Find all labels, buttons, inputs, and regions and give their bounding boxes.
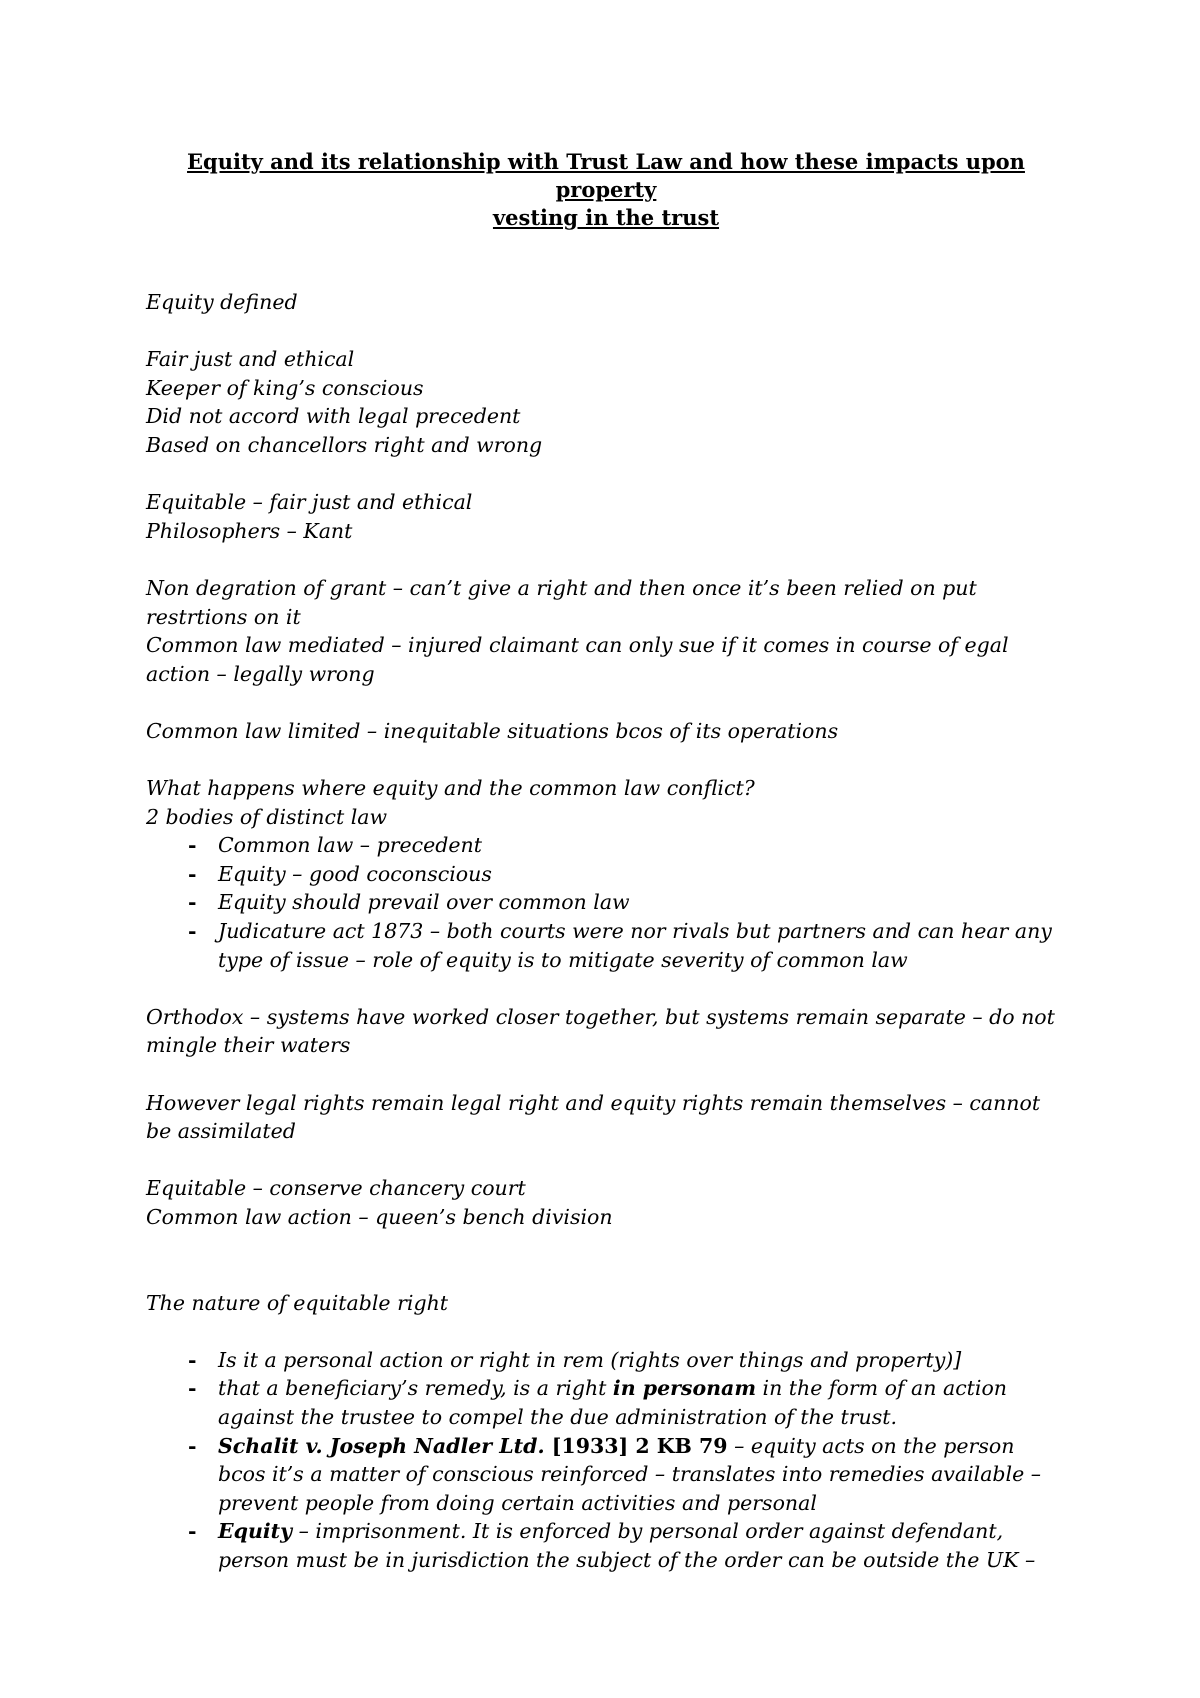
text-line: Equitable – conserve chancery court: [146, 1176, 526, 1201]
text-line: Keeper of king’s conscious: [146, 375, 424, 400]
document-body: [146, 288, 1066, 1575]
text-run: that a beneficiary’s remedy, is a right: [218, 1376, 613, 1401]
text-line: 2 bodies of distinct law: [146, 804, 388, 829]
section-heading-equity-defined: Equity defined: [146, 290, 298, 314]
bullet-dash: -: [188, 861, 197, 886]
list-item: [146, 888, 1066, 917]
courts-lines: [146, 1174, 1066, 1231]
text-run: – equity acts on the person bcos it’s a matter of conscious reinforced – translates into remedies available – prevent people from doing certain activities and personal: [218, 1433, 1042, 1515]
bullet-dash: -: [188, 919, 197, 944]
list-item-text: Equity should prevail over common law: [218, 890, 630, 915]
case-name: Schalit v. Joseph Nadler Ltd.: [218, 1433, 545, 1458]
document-title: [146, 148, 1066, 232]
bullet-dash: -: [188, 1347, 197, 1372]
conflict-question: [146, 774, 1066, 831]
however-paragraph: However legal rights remain legal right and equity rights remain themselves – cannot be assimilated: [146, 1090, 1041, 1144]
text-run: – imprisonment. It is enforced by personal order against defendant, person must be in jurisdiction the subject of the order can be outside the UK –: [218, 1519, 1036, 1572]
case-citation: [1933] 2 KB 79: [544, 1433, 728, 1458]
list-item-text: [218, 1376, 1007, 1429]
list-item-text: [218, 1519, 1035, 1572]
list-item: [146, 1346, 1066, 1375]
text-line: Based on chancellors right and wrong: [146, 432, 543, 457]
list-item-text: Equity – good coconscious: [218, 861, 492, 886]
text-line: Equitable – fair just and ethical: [146, 490, 473, 515]
list-item: [146, 860, 1066, 889]
equitable-lines: [146, 488, 1066, 545]
text-line: What happens where equity and the common law conflict?: [146, 776, 755, 801]
list-item: [146, 917, 1066, 974]
bullet-dash: -: [188, 890, 197, 915]
text-line: Did not accord with legal precedent: [146, 404, 521, 429]
section-heading-nature: The nature of equitable right: [146, 1290, 449, 1315]
term-equity: Equity: [218, 1519, 293, 1544]
list-item-text: [218, 1434, 1041, 1515]
bullet-dash: -: [188, 833, 197, 858]
term-in-personam: in personam: [612, 1376, 757, 1401]
title-line-1: Equity and its relationship with Trust Law and how these impacts upon property: [187, 149, 1025, 202]
bullet-dash: -: [188, 1433, 197, 1458]
list-item: [146, 1432, 1066, 1518]
text-line: Common law action – queen’s bench division: [146, 1205, 613, 1229]
list-item-text: Common law – precedent: [218, 833, 482, 858]
text-line: Common law mediated – injured claimant can only sue if it comes in course of egal action – legally wrong: [146, 633, 1009, 686]
text-line: Philosophers – Kant: [146, 518, 353, 543]
bullet-dash: -: [188, 1519, 197, 1544]
text-line: Non degration of grant – can’t give a right and then once it’s been relied on put restrtions on it: [146, 575, 977, 629]
bullet-dash: -: [188, 1376, 197, 1401]
grant-lines: [146, 574, 1066, 688]
list-item-text: Is it a personal action or right in rem (rights over things and property)]: [218, 1347, 962, 1372]
nature-bullet-list: [146, 1346, 1066, 1575]
list-item: [146, 831, 1066, 860]
document-page: [146, 148, 1066, 1575]
list-item: [146, 1374, 1066, 1431]
text-run: in the form of an action against the trustee to compel the due administration of the trust.: [218, 1376, 1008, 1429]
text-line: Fair just and ethical: [146, 347, 355, 372]
common-law-limited: Common law limited – inequitable situations bcos of its operations: [146, 718, 839, 743]
equity-definition-lines: [146, 345, 1066, 459]
list-item-text: Judicature act 1873 – both courts were nor rivals but partners and can hear any type of issue – role of equity is to mitigate severity of common law: [218, 919, 1052, 972]
title-line-2: vesting in the trust: [492, 205, 720, 230]
conflict-bullet-list: [146, 831, 1066, 974]
orthodox-paragraph: Orthodox – systems have worked closer together, but systems remain separate – do not mingle their waters: [146, 1004, 1055, 1058]
list-item: [146, 1517, 1066, 1574]
